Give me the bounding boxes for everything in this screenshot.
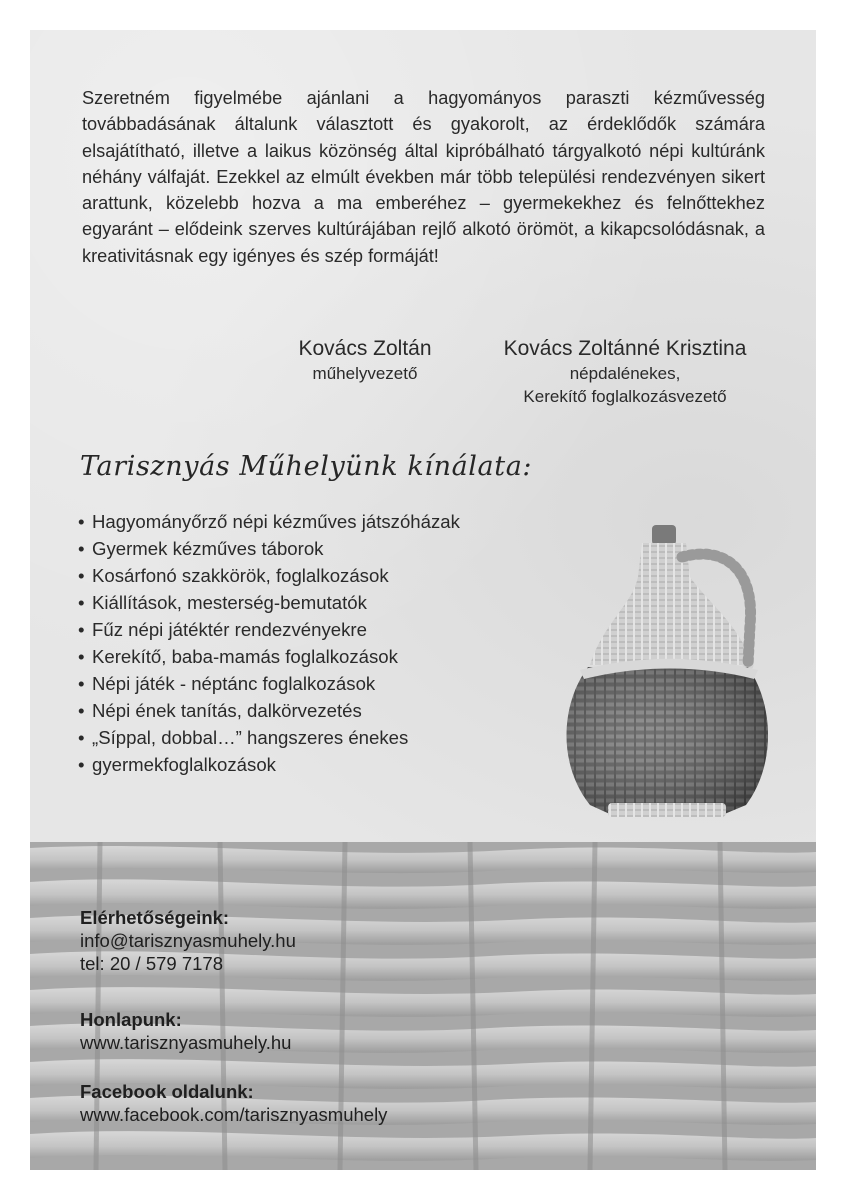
offer-item: • Kerekítő, baba-mamás foglalkozások <box>78 643 460 670</box>
offer-item-continuation: • gyermekfoglalkozások <box>78 751 460 778</box>
offer-item: • Népi ének tanítás, dalkörvezetés <box>78 697 460 724</box>
offer-item: • Kosárfonó szakkörök, foglalkozások <box>78 562 460 589</box>
demijohn-stopper <box>652 525 676 545</box>
facebook-label: Facebook oldalunk: <box>80 1081 254 1102</box>
offer-item: • Gyermek kézműves táborok <box>78 535 460 562</box>
signature-name: Kovács Zoltán <box>298 337 432 360</box>
email-link[interactable]: info@tarisznyasmuhely.hu <box>80 930 296 951</box>
offer-item: • Népi játék - néptánc foglalkozások <box>78 670 460 697</box>
website-label: Honlapunk: <box>80 1009 182 1030</box>
offer-item: • Kiállítások, mesterség-bemutatók <box>78 589 460 616</box>
website-section <box>80 1008 291 1054</box>
contact-label: Elérhetőségeink: <box>80 907 230 928</box>
phone-number: tel: 20 / 579 7178 <box>80 953 223 974</box>
contact-section <box>80 906 296 975</box>
signature-role: népdalénekes, <box>569 364 681 383</box>
signature-kovacs-zoltanne <box>475 335 775 408</box>
flyer-page <box>30 30 816 1170</box>
facebook-section <box>80 1080 387 1126</box>
signature-kovacs-zoltan <box>275 335 455 385</box>
signature-role-2: Kerekítő foglalkozásvezető <box>523 387 727 406</box>
offers-list <box>78 508 460 778</box>
website-link[interactable]: www.tarisznyasmuhely.hu <box>80 1032 292 1053</box>
offer-item: • Fűz népi játéktér rendezvényekre <box>78 616 460 643</box>
facebook-link[interactable]: www.facebook.com/tarisznyasmuhely <box>80 1104 388 1125</box>
signature-name: Kovács Zoltánné Krisztina <box>503 337 747 360</box>
signature-role: műhelyvezető <box>312 364 418 383</box>
intro-paragraph: Szeretném figyelmébe ajánlani a hagyományos paraszti kézművesség továbbadásának általunk választott és gyakorolt, az érdeklődők számára elsajátítható, illetve a laikus közönség által kipróbálható tárgyalkotó népi kultúránk néhány válfaját. Ezekkel az elmúlt években már több települési rendezvényen sikert arattunk, közelebb hozva a ma emberéhez – gyermekekhez és felnőttekhez egyaránt – elődeink szerves kultúrájában rejlő alkotó örömöt, a kikapcsolódásnak, a kreativitásnak egy igényes és szép formáját! <box>82 88 765 266</box>
offers-heading: Tarisznyás Műhelyünk kínálata: <box>80 451 533 482</box>
wicker-demijohn-image <box>550 515 782 820</box>
paper-background <box>30 30 816 842</box>
offer-item: • Hagyományőrző népi kézműves játszóházak <box>78 508 460 535</box>
offer-item: • „Síppal, dobbal…” hangszeres énekes <box>78 724 460 751</box>
